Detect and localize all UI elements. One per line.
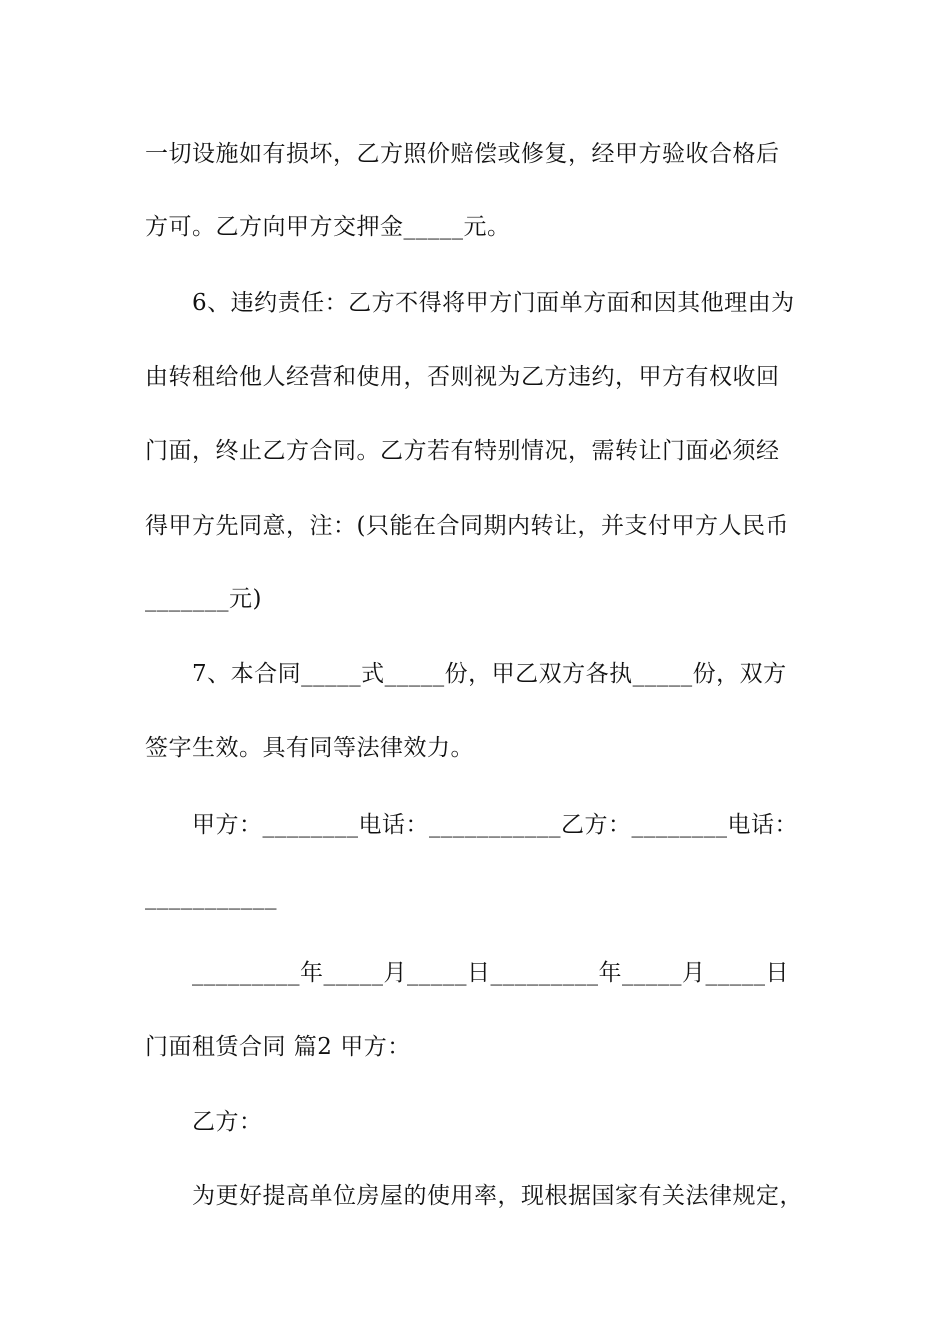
clause-7-heading: 7、本合同_____式_____份，甲乙双方各执_____份，双方 xyxy=(192,661,787,687)
section-title: 门面租赁合同 篇2 甲方： xyxy=(145,1034,411,1060)
text-line: 为更好提高单位房屋的使用率，现根据国家有关法律规定， xyxy=(192,1183,803,1209)
text-line: 得甲方先同意，注：(只能在合同期内转让，并支付甲方人民币 xyxy=(145,513,789,539)
signature-line: 甲方：________电话：___________乙方：________电话： xyxy=(192,812,798,838)
text-line: 签字生效。具有同等法律效力。 xyxy=(145,735,474,761)
text-line: 方可。乙方向甲方交押金_____元。 xyxy=(145,214,511,240)
text-line: 一切设施如有损坏，乙方照价赔偿或修复，经甲方验收合格后 xyxy=(145,141,780,167)
clause-6-heading: 6、违约责任：乙方不得将甲方门面单方面和因其他理由为 xyxy=(192,290,795,316)
party-b-label: 乙方： xyxy=(192,1109,263,1135)
text-line: 门面，终止乙方合同。乙方若有特别情况，需转让门面必须经 xyxy=(145,438,780,464)
text-line: _______元) xyxy=(145,586,262,612)
signature-blank: ___________ xyxy=(145,884,277,910)
text-line: 由转租给他人经营和使用，否则视为乙方违约，甲方有权收回 xyxy=(145,364,780,390)
date-line: _________年_____月_____日_________年_____月_____日 xyxy=(192,960,789,986)
